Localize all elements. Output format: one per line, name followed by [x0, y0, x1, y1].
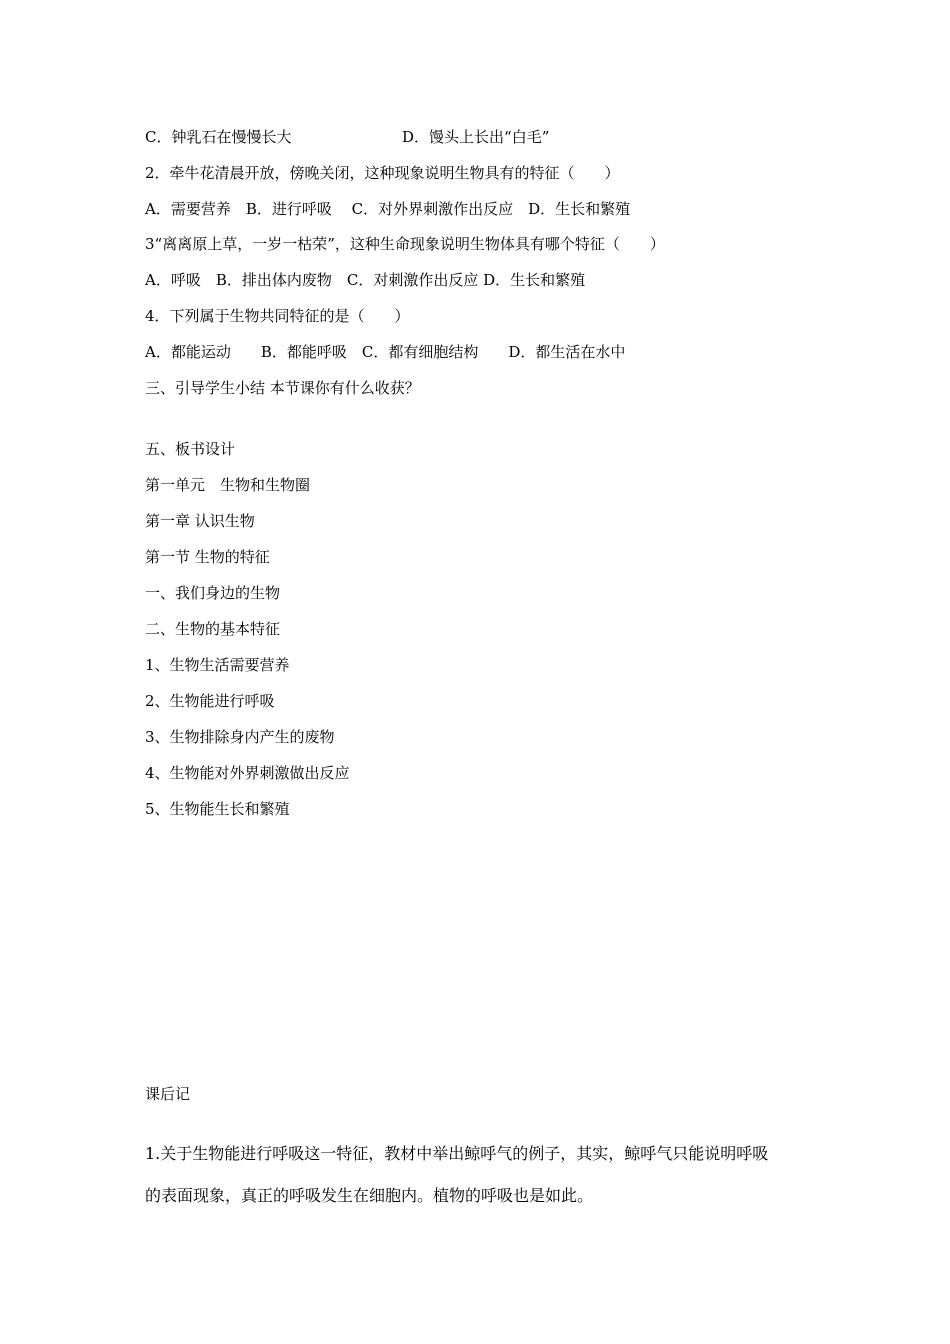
q2-options: A．需要营养 B．进行呼吸 C．对外界刺激作出反应 D．生长和繁殖	[145, 200, 631, 218]
q4-options: A．都能运动 B．都能呼吸 C．都有细胞结构 D．都生活在水中	[145, 343, 626, 361]
q1-option-c: C．钟乳石在慢慢长大	[145, 128, 292, 146]
board-design-line: 一、我们身边的生物	[145, 584, 281, 602]
board-design-line: 1、生物生活需要营养	[145, 656, 290, 674]
q1-option-d: D．馒头上长出“白毛”	[402, 128, 550, 146]
board-design-line: 第一节 生物的特征	[145, 548, 270, 566]
q2-stem: 2．牵牛花清晨开放，傍晚关闭，这种现象说明生物具有的特征（ ）	[145, 164, 620, 182]
q3-options: A．呼吸 B．排出体内废物 C．对刺激作出反应 D．生长和繁殖	[145, 271, 586, 289]
board-design-line: 第一章 认识生物	[145, 512, 255, 530]
q4-stem: 4．下列属于生物共同特征的是（ ）	[145, 307, 410, 325]
board-design-line: 第一单元 生物和生物圈	[145, 476, 311, 494]
board-design-heading: 五、板书设计	[145, 440, 236, 458]
board-design-line: 5、生物能生长和繁殖	[145, 800, 290, 818]
board-design-line: 4、生物能对外界刺激做出反应	[145, 764, 350, 782]
q3-stem: 3“离离原上草，一岁一枯荣”，这种生命现象说明生物体具有哪个特征（ ）	[145, 235, 665, 253]
after-class-notes-line: 的表面现象，真正的呼吸发生在细胞内。植物的呼吸也是如此。	[145, 1186, 594, 1205]
summary-prompt: 三、引导学生小结 本节课你有什么收获？	[145, 379, 420, 397]
board-design-line: 二、生物的基本特征	[145, 620, 281, 638]
after-class-notes-line: 1.关于生物能进行呼吸这一特征，教材中举出鲸呼气的例子，其实，鲸呼气只能说明呼吸	[145, 1144, 769, 1163]
after-class-notes-heading: 课后记	[145, 1085, 191, 1103]
board-design-line: 3、生物排除身内产生的废物	[145, 728, 335, 746]
board-design-line: 2、生物能进行呼吸	[145, 692, 275, 710]
